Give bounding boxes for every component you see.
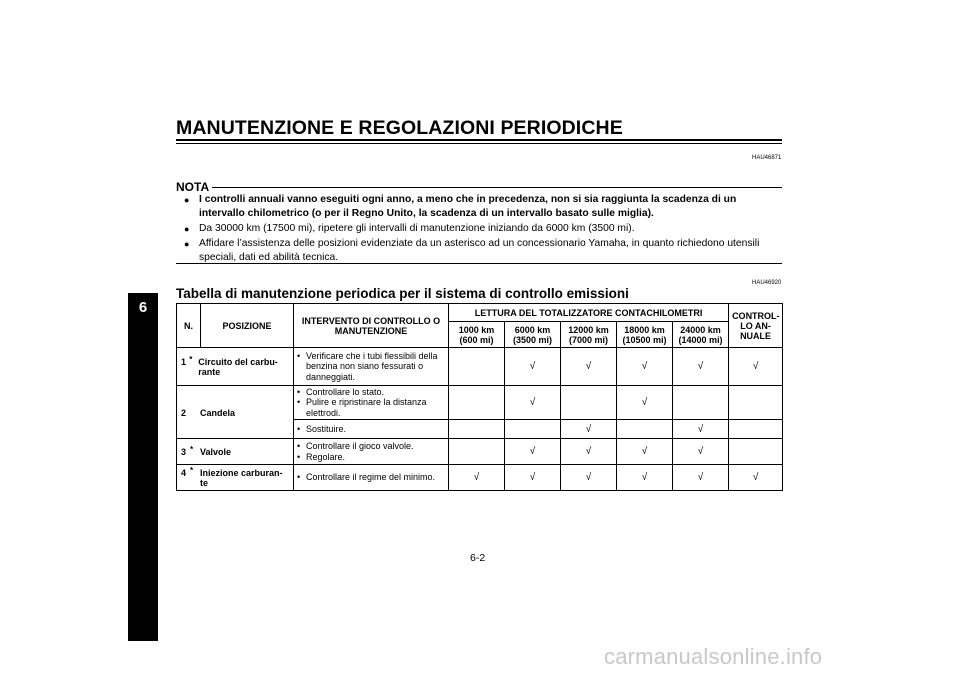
section-title: Tabella di manutenzione periodica per il sistema di controllo emissioni [176,286,629,301]
check-cell [673,386,729,420]
nota-bullet-list [184,193,784,266]
page-title: MANUTENZIONE E REGOLAZIONI PERIODICHE [176,117,623,139]
work-cell: • Verificare che i tubi flessibili della benzina non siano fessurati o danneggiati. [294,348,449,386]
header-km: 18000 km (10500 mi) [617,322,673,348]
check-cell: √ [561,465,617,491]
nota-rule [212,187,782,188]
check-cell [617,420,673,439]
check-cell: √ [673,420,729,439]
table-row [177,439,783,465]
check-cell: √ [673,348,729,386]
check-cell [449,420,505,439]
header-km: 6000 km (3500 mi) [505,322,561,348]
header-km: 24000 km (14000 mi) [673,322,729,348]
work-cell: • Controllare il regime del minimo. [294,465,449,491]
nota-label: NOTA [176,180,210,194]
work-cell: • Sostituire. [294,420,449,439]
check-cell: √ [617,465,673,491]
check-cell [729,439,783,465]
check-cell: √ [729,348,783,386]
check-cell: √ [505,465,561,491]
table-row [177,465,783,491]
nota-bullet: ● I controlli annuali vanno eseguiti ogni anno, a meno che in precedenza, non si sia raggiunta la scadenza di un intervallo chilometrico (o per il Regno Unito, la scadenza di un intervallo basato sulle miglia). [184,194,737,219]
check-cell [449,386,505,420]
check-cell: √ [673,439,729,465]
chapter-tab: 6 [128,293,158,641]
check-cell: √ [561,420,617,439]
check-cell: √ [617,439,673,465]
row-number-position: 4 * Iniezione carburan- te [177,465,294,491]
header-work: INTERVENTO DI CONTROLLO O MANUTENZIONE [294,304,449,348]
check-cell: √ [729,465,783,491]
header-odometer: LETTURA DEL TOTALIZZATORE CONTACHILOMETRI [449,304,729,322]
check-cell: √ [617,348,673,386]
check-cell [729,386,783,420]
nota-end-rule [176,263,782,264]
check-cell: √ [505,439,561,465]
check-cell: √ [561,439,617,465]
table-row [177,348,783,386]
nota-bullet: ● Da 30000 km (17500 mi), ripetere gli intervalli di manutenzione iniziando da 6000 km (3500 mi). [184,223,635,234]
title-rule [176,139,782,141]
reference-code: HAU46920 [752,280,782,286]
header-n: N. [177,304,201,348]
title-rule-thin [176,143,782,144]
page-number: 6-2 [470,552,486,564]
check-cell: √ [617,386,673,420]
reference-code: HAU46871 [752,155,782,161]
header-km: 1000 km (600 mi) [449,322,505,348]
check-cell: √ [561,348,617,386]
check-cell: √ [449,465,505,491]
check-cell [449,439,505,465]
row-number-position: 3 * Valvole [177,439,294,465]
check-cell: √ [673,465,729,491]
header-km: 12000 km (7000 mi) [561,322,617,348]
header-position: POSIZIONE [201,304,294,348]
check-cell: √ [505,348,561,386]
row-number-position: 2 Candela [177,386,294,439]
work-cell: • Controllare il gioco valvole. • Regolare. [294,439,449,465]
check-cell [561,386,617,420]
header-annual: CONTROL- LO AN- NUALE [729,304,783,348]
watermark: carmanualsonline.info [604,644,823,669]
row-number-position: 1 * Circuito del carbu- rante [177,348,294,386]
maintenance-table [176,303,783,491]
nota-bullet: ● Affidare l’assistenza delle posizioni evidenziate da un asterisco ad un concessionario Yamaha, in quanto richiedono utensili speciali, dati ed abilità tecnica. [184,238,760,263]
check-cell: √ [505,386,561,420]
check-cell [449,348,505,386]
check-cell [505,420,561,439]
check-cell [729,420,783,439]
work-cell: • Controllare lo stato. • Pulire e ripristinare la distanza elettrodi. [294,386,449,420]
table-row [177,386,783,420]
